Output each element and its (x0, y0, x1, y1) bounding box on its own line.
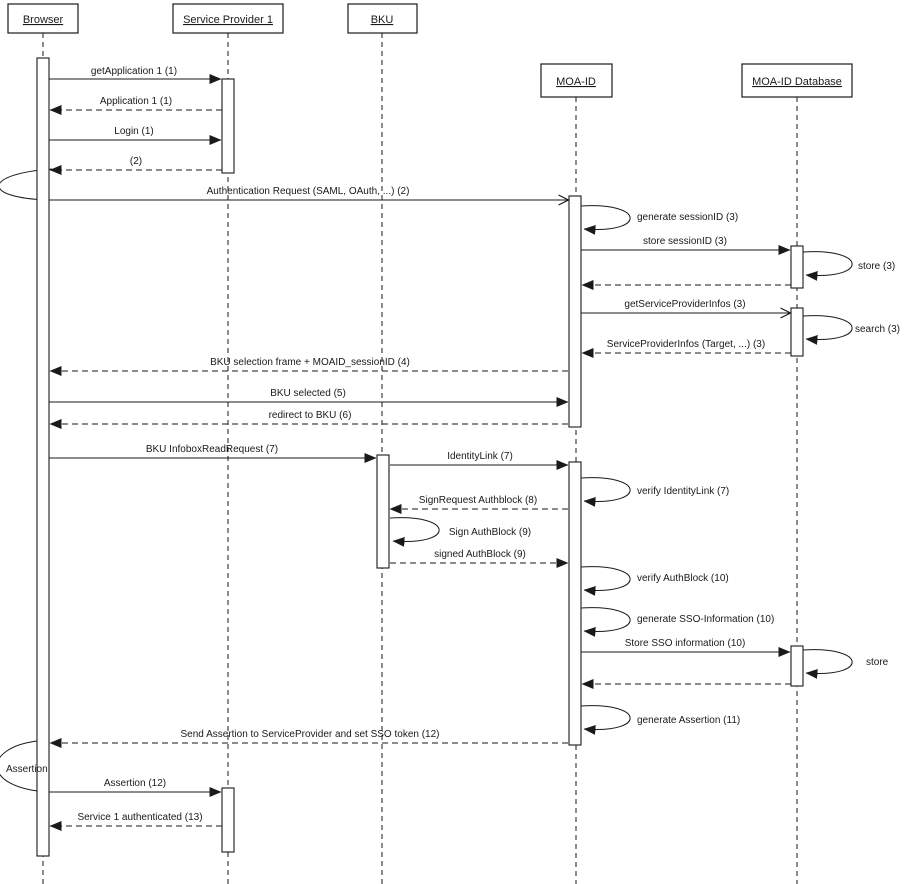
msg-generate-sso-information (581, 608, 774, 632)
msg-label-search: search (3) (855, 324, 901, 335)
msg-label-verify-authblock: verify AuthBlock (10) (637, 573, 729, 584)
msg-label-get-serviceproviderinfos: getServiceProviderInfos (3) (624, 299, 746, 310)
msg-label-bku-infoboxreadrequest: BKU InfoboxReadRequest (7) (145, 444, 279, 455)
msg-label-store: store (866, 657, 889, 668)
actor-moa-id (541, 64, 612, 97)
msg-get-application (49, 66, 221, 79)
actor-label-moa-id-database: MOA-ID Database (752, 76, 842, 88)
activation-browser (37, 58, 49, 856)
msg-return-2 (50, 156, 222, 170)
actor-moa-id-database (742, 64, 852, 97)
activation-bku (377, 455, 389, 568)
msg-verify-authblock (581, 567, 729, 591)
msg-label-service-1-authenticated: Service 1 authenticated (13) (77, 812, 203, 823)
msg-store-sessionid (581, 236, 790, 250)
msg-label-generate-sessionid: generate sessionID (3) (637, 212, 739, 223)
msg-label-verify-identitylink: verify IdentityLink (7) (637, 486, 730, 497)
actor-service-provider-1 (173, 4, 283, 33)
msg-label-generate-assertion: generate Assertion (11) (637, 715, 741, 726)
actor-bku (348, 4, 417, 33)
msg-generate-assertion (581, 706, 740, 730)
actor-label-service-provider-1: Service Provider 1 (183, 14, 273, 26)
msg-search-loop (803, 316, 900, 340)
msg-label-get-application: getApplication 1 (1) (90, 66, 178, 77)
msg-label-signed-authblock: signed AuthBlock (9) (434, 549, 526, 560)
msg-assertion-12 (49, 778, 221, 792)
msg-label-identitylink: IdentityLink (7) (447, 451, 513, 462)
actor-label-bku: BKU (370, 14, 394, 26)
activation-db-session (791, 246, 803, 288)
msg-label-serviceproviderinfos: ServiceProviderInfos (Target, ...) (3) (606, 339, 766, 350)
msg-label-store-sso-information: Store SSO information (10) (624, 638, 746, 649)
msg-store-sso-information (581, 638, 790, 652)
msg-label-redirect-to-bku: redirect to BKU (6) (268, 410, 352, 421)
msg-verify-identitylink (581, 478, 729, 502)
msg-store-loop (803, 650, 889, 674)
actor-browser (8, 4, 78, 33)
msg-sign-authblock (390, 518, 531, 542)
msg-label-login: Login (1) (114, 126, 154, 137)
msg-label-authentication-request: Authentication Request (SAML, OAuth, ...) (2) (206, 186, 410, 197)
msg-redirect-to-bku (50, 410, 568, 424)
msg-login (49, 126, 221, 140)
activation-sp1-second (222, 788, 234, 852)
msg-label-signrequest-authblock: SignRequest Authblock (8) (418, 495, 538, 506)
msg-label-generate-sso-information: generate SSO-Information (10) (637, 614, 775, 625)
msg-store-3-loop (803, 252, 895, 276)
msg-label-send-assertion: Send Assertion to ServiceProvider and set SSO token (12) (180, 729, 440, 740)
activation-sp1-first (222, 79, 234, 173)
msg-label-store-sessionid: store sessionID (3) (643, 236, 727, 247)
msg-label-store-3: store (3) (858, 261, 896, 272)
msg-send-assertion (50, 729, 568, 743)
msg-label-return-2: (2) (129, 156, 143, 167)
msg-label-application: Application 1 (1) (99, 96, 173, 107)
msg-application (50, 96, 222, 110)
msg-identitylink (390, 451, 568, 465)
msg-label-bku-selection-frame: BKU selection frame + MOAID_sessionID (4) (210, 357, 410, 368)
activation-moa-id-first (569, 196, 581, 427)
actor-label-browser: Browser (22, 14, 64, 26)
msg-get-serviceproviderinfos (581, 299, 790, 313)
msg-signed-authblock (390, 549, 568, 563)
msg-bku-selection-frame (50, 357, 568, 371)
msg-bku-selected (49, 388, 568, 402)
msg-label-bku-selected: BKU selected (5) (270, 388, 346, 399)
msg-bku-infoboxreadrequest (49, 444, 376, 458)
msg-service-1-authenticated (50, 812, 222, 826)
msg-label-assertion-12: Assertion (12) (103, 778, 167, 789)
msg-serviceproviderinfos (582, 339, 791, 353)
msg-authentication-request (49, 186, 568, 200)
activation-db-sso (791, 646, 803, 686)
msg-signrequest-authblock (390, 495, 568, 509)
activation-moa-id-second (569, 462, 581, 745)
msg-generate-sessionid (581, 206, 738, 230)
activation-db-spinfos (791, 308, 803, 356)
msg-label-sign-authblock: Sign AuthBlock (9) (448, 527, 532, 538)
msg-label-assertion-loop: Assertion (6, 764, 48, 775)
actor-label-moa-id: MOA-ID (556, 76, 596, 88)
